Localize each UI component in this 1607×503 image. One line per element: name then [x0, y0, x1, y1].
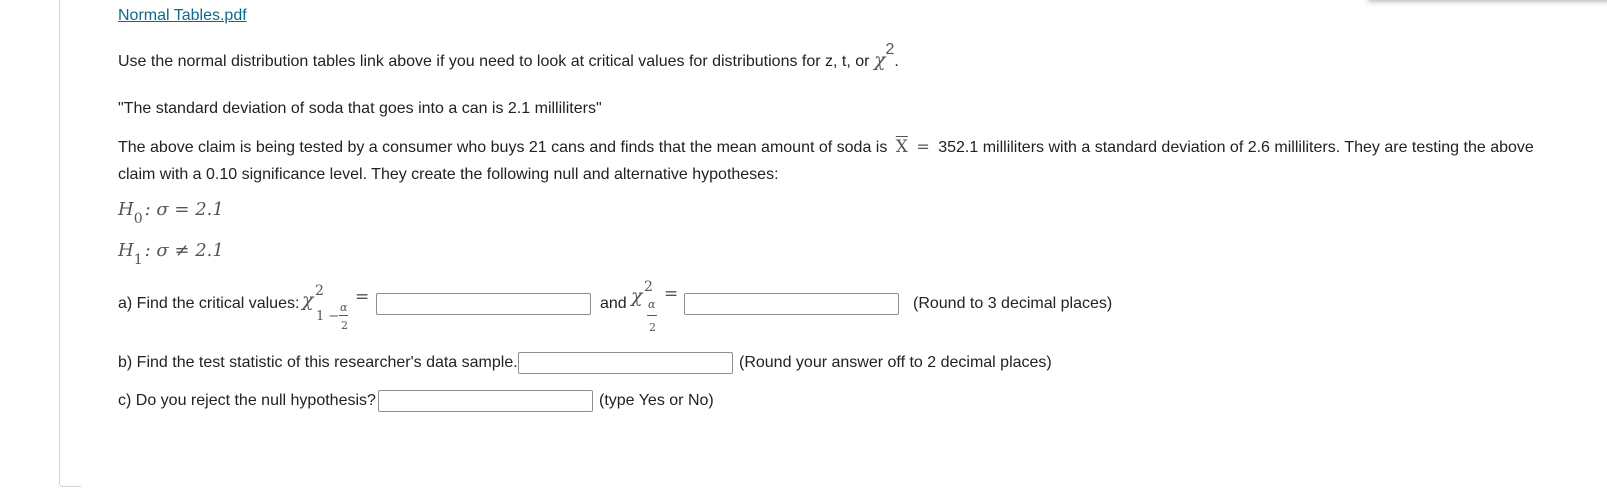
h0-letter: H	[118, 199, 134, 220]
test-description-line2: claim with a 0.10 significance level. They create the following null and alternative hypotheses:	[118, 166, 779, 183]
chi-lower-two: 2	[341, 319, 348, 332]
critical-value-upper-input[interactable]	[684, 293, 899, 315]
x-bar-equals: =	[916, 137, 930, 156]
chi-upper-symbol: χ	[631, 285, 643, 307]
chi-upper-alpha: α	[648, 298, 656, 311]
question-c-hint: (type Yes or No)	[599, 392, 714, 409]
intro-line	[118, 41, 899, 71]
question-b-hint: (Round your answer off to 2 decimal places)	[739, 354, 1052, 371]
h1-letter: H	[118, 240, 134, 261]
question-b-label: b) Find the test statistic of this researcher's data sample.	[118, 354, 518, 371]
chi-lower-alpha: α	[340, 301, 348, 314]
h0-expression: : σ = 2.1	[144, 199, 224, 220]
chi-lower-one-minus: 1 −	[316, 309, 340, 324]
chi-square-symbol: χ	[873, 49, 886, 71]
question-a-hint: (Round to 3 decimal places)	[913, 295, 1113, 312]
chi-lower-symbol: χ	[302, 289, 314, 311]
intro-text: Use the normal distribution tables link above if you need to look at critical values for distributions for z, t, or	[118, 53, 870, 70]
critical-value-lower-input[interactable]	[376, 293, 591, 315]
chi-square-exponent: 2	[885, 41, 895, 58]
chi-upper-exponent: 2	[644, 279, 653, 295]
claim-quote: "The standard deviation of soda that goes into a can is 2.1 milliliters"	[118, 100, 602, 117]
content-panel-border	[59, 0, 81, 487]
alternative-hypothesis	[118, 240, 224, 268]
null-hypothesis	[118, 199, 224, 227]
h0-subscript: 0	[133, 211, 143, 227]
test-description-line1	[118, 137, 1534, 157]
chi-lower-exponent: 2	[315, 283, 324, 299]
test-statistic-input[interactable]	[518, 352, 733, 374]
and-text: and	[600, 295, 627, 312]
x-bar-symbol: $\overline{X}$	[895, 137, 908, 157]
test-text-part1: The above claim is being tested by a consumer who buys 21 cans and finds that the mean amount of soda is	[118, 139, 888, 156]
chi-lower-equals: =	[355, 287, 370, 307]
test-text-part2: 352.1 milliliters with a standard deviation of 2.6 milliliters. They are testing the above	[938, 139, 1534, 156]
question-a-label: a) Find the critical values:	[118, 295, 300, 312]
intro-period: .	[894, 53, 899, 70]
chi-lower-fraction-bar	[339, 315, 348, 316]
h1-expression: : σ ≠ 2.1	[144, 240, 224, 261]
normal-tables-pdf-link[interactable]: Normal Tables.pdf	[118, 7, 247, 24]
chi-upper-equals: =	[664, 284, 679, 304]
reject-null-input[interactable]	[378, 390, 593, 412]
chi-upper-fraction-bar	[647, 315, 657, 316]
chi-upper-two: 2	[649, 321, 656, 334]
h1-subscript: 1	[133, 252, 143, 268]
question-c-label: c) Do you reject the null hypothesis?	[118, 392, 376, 409]
